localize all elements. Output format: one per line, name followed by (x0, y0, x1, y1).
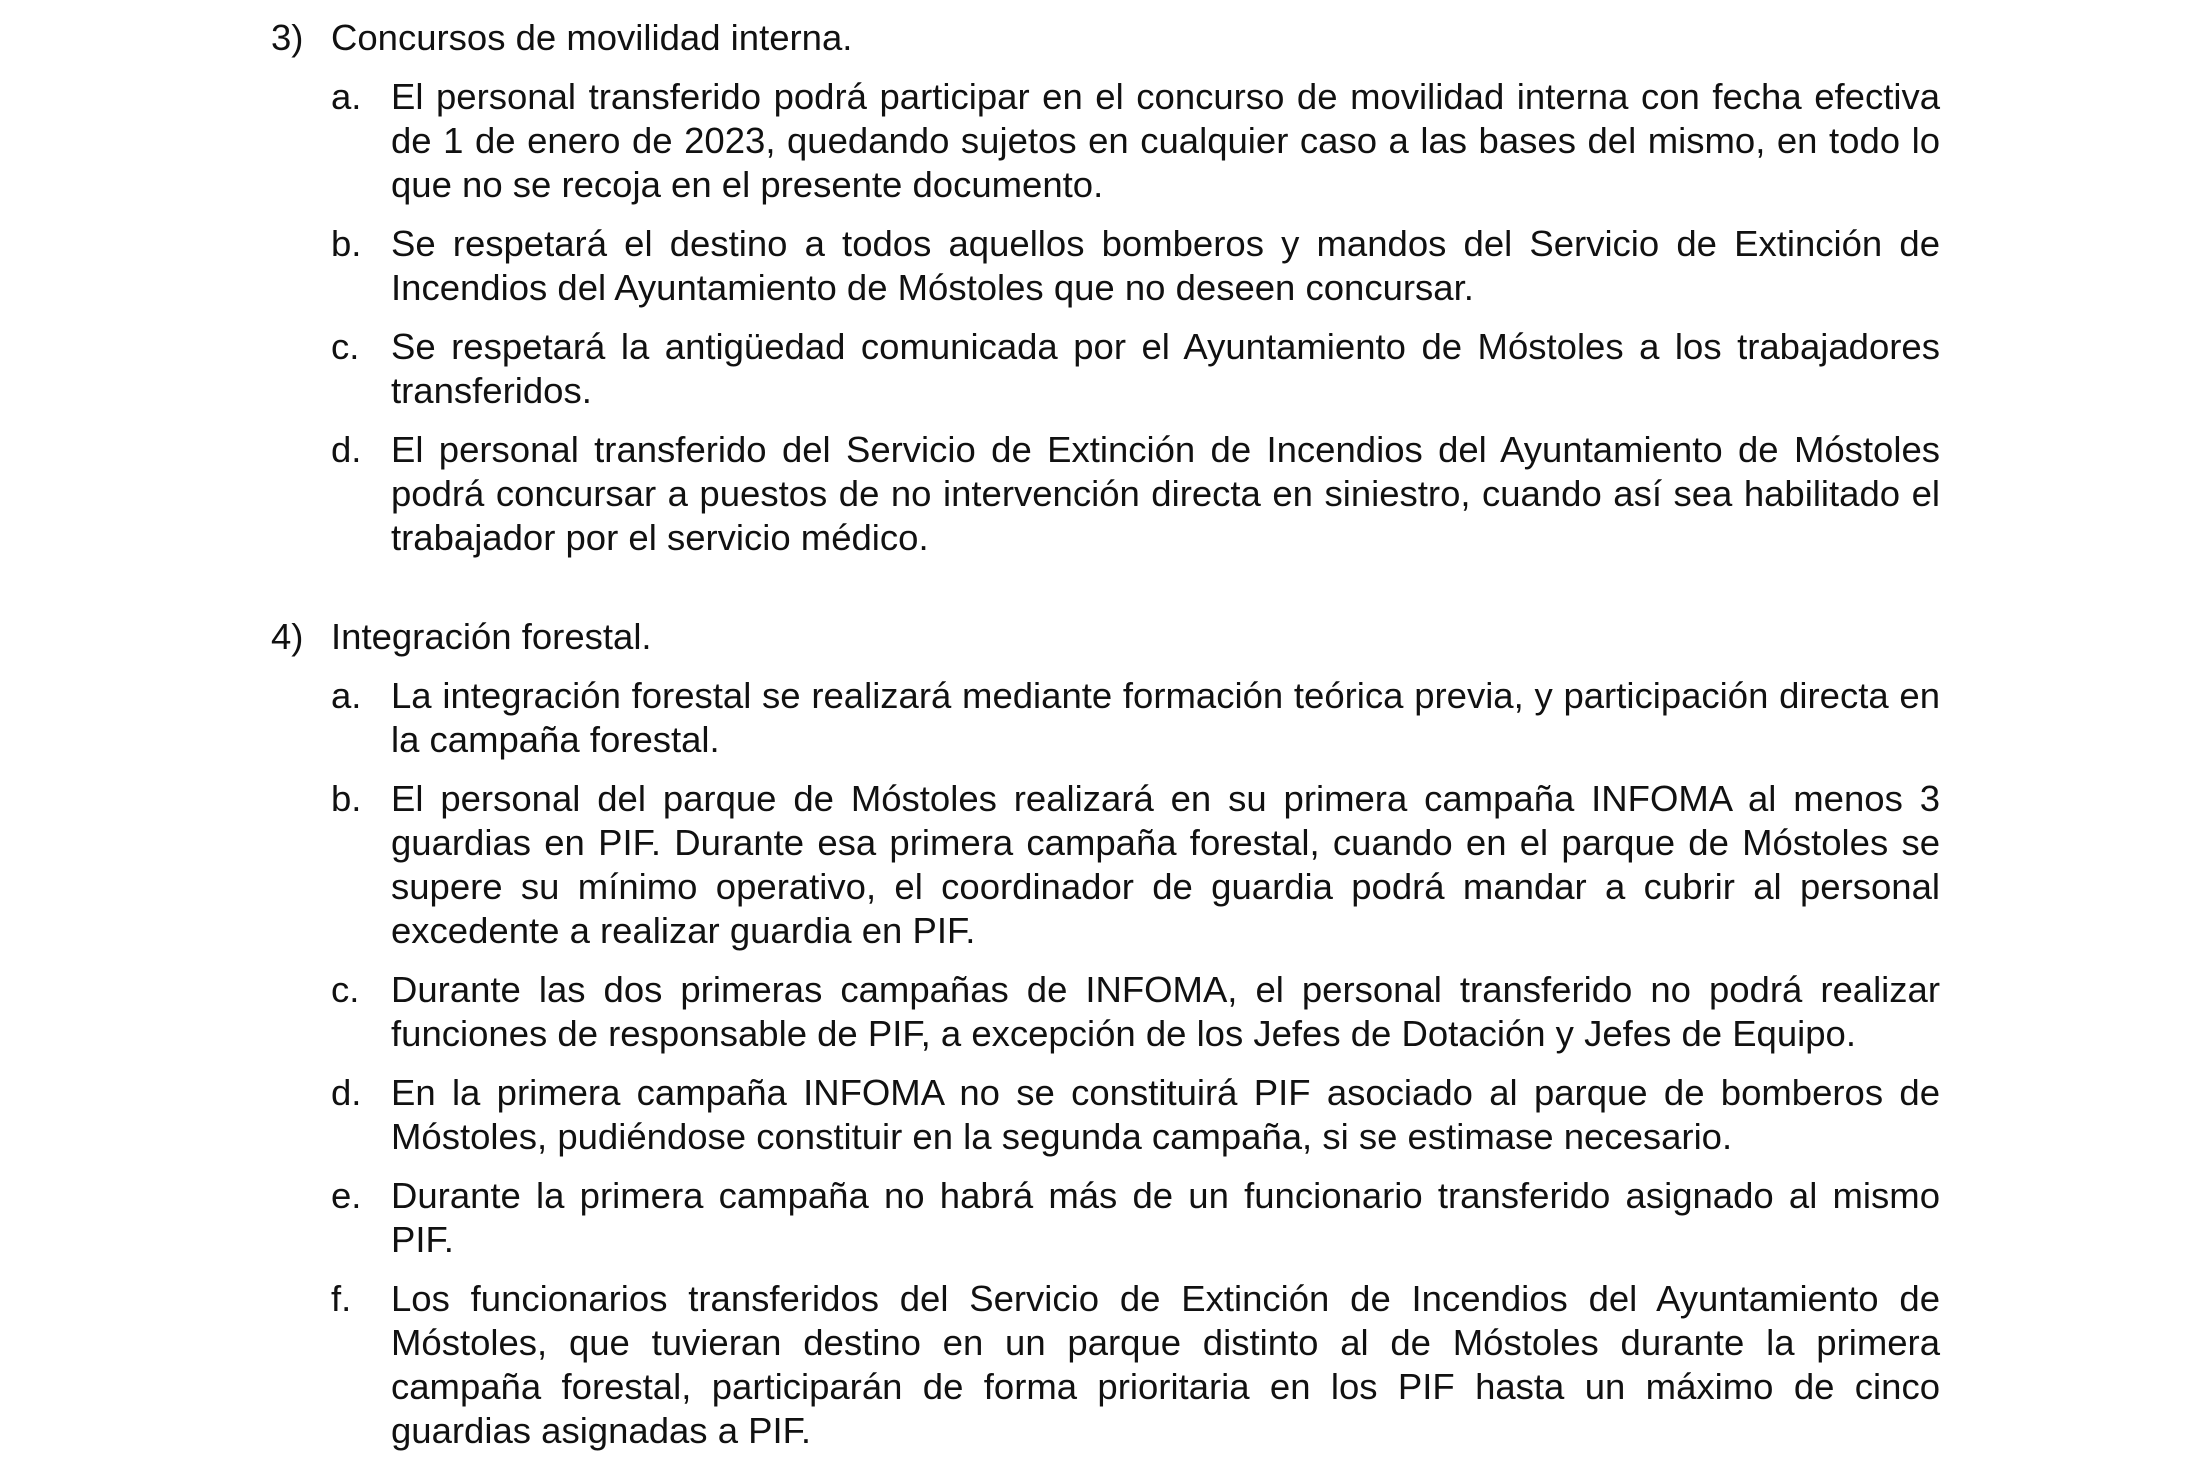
item-text: Durante la primera campaña no habrá más de un funcionario transferido asignado al mismo PIF. (391, 1175, 1940, 1260)
list-item (271, 428, 1941, 560)
item-text: En la primera campaña INFOMA no se constituirá PIF asociado al parque de bomberos de Móstoles, pudiéndose constituir en la segunda campaña, si se estimase necesario. (391, 1072, 1940, 1157)
item-letter: d. (331, 1072, 362, 1113)
item-text: El personal transferido podrá participar en el concurso de movilidad interna con fecha efectiva de 1 de enero de 2023, quedando sujetos en cualquier caso a las bases del mismo, en todo lo que no se recoja en el presente documento. (391, 76, 1940, 205)
list-item (271, 1174, 1941, 1262)
item-text: Se respetará la antigüedad comunicada por el Ayuntamiento de Móstoles a los trabajadores transferidos. (391, 326, 1940, 411)
item-letter: c. (331, 326, 360, 367)
item-letter: b. (331, 223, 362, 264)
list-item (271, 1277, 1941, 1453)
item-letter: d. (331, 429, 362, 470)
section-number: 3) (271, 17, 304, 58)
section-title: Integración forestal. (331, 616, 652, 657)
section-title: Concursos de movilidad interna. (331, 17, 853, 58)
item-text: El personal transferido del Servicio de Extinción de Incendios del Ayuntamiento de Móstoles podrá concursar a puestos de no intervención directa en siniestro, cuando así sea habilitado el trabajador por el servicio médico. (391, 429, 1940, 558)
item-text: La integración forestal se realizará mediante formación teórica previa, y participación directa en la campaña forestal. (391, 675, 1940, 760)
item-letter: e. (331, 1175, 362, 1216)
list-item (271, 325, 1941, 413)
item-text: Se respetará el destino a todos aquellos bomberos y mandos del Servicio de Extinción de Incendios del Ayuntamiento de Móstoles que no deseen concursar. (391, 223, 1940, 308)
list-item (271, 777, 1941, 953)
item-text: Durante las dos primeras campañas de INFOMA, el personal transferido no podrá realizar funciones de responsable de PIF, a excepción de los Jefes de Dotación y Jefes de Equipo. (391, 969, 1940, 1054)
section-number: 4) (271, 616, 304, 657)
list-item (271, 222, 1941, 310)
list-item (271, 1071, 1941, 1159)
section-heading (271, 615, 1941, 659)
list-item (271, 674, 1941, 762)
item-letter: a. (331, 76, 362, 117)
item-letter: b. (331, 778, 362, 819)
item-text: Los funcionarios transferidos del Servicio de Extinción de Incendios del Ayuntamiento de Móstoles, que tuvieran destino en un parque distinto al de Móstoles durante la primera campaña forestal, participarán de forma prioritaria en los PIF hasta un máximo de cinco guardias asignadas a PIF. (391, 1278, 1940, 1451)
list-item (271, 75, 1941, 207)
item-letter: f. (331, 1278, 352, 1319)
item-letter: c. (331, 969, 360, 1010)
section-heading (271, 16, 1941, 60)
section-concursos-movilidad (271, 16, 1941, 560)
item-text: El personal del parque de Móstoles realizará en su primera campaña INFOMA al menos 3 guardias en PIF. Durante esa primera campaña forestal, cuando en el parque de Móstoles se supere su mínimo operativo, el coordinador de guardia podrá mandar a cubrir al personal excedente a realizar guardia en PIF. (391, 778, 1940, 951)
section-integracion-forestal (271, 615, 1941, 1453)
item-letter: a. (331, 675, 362, 716)
list-item (271, 968, 1941, 1056)
